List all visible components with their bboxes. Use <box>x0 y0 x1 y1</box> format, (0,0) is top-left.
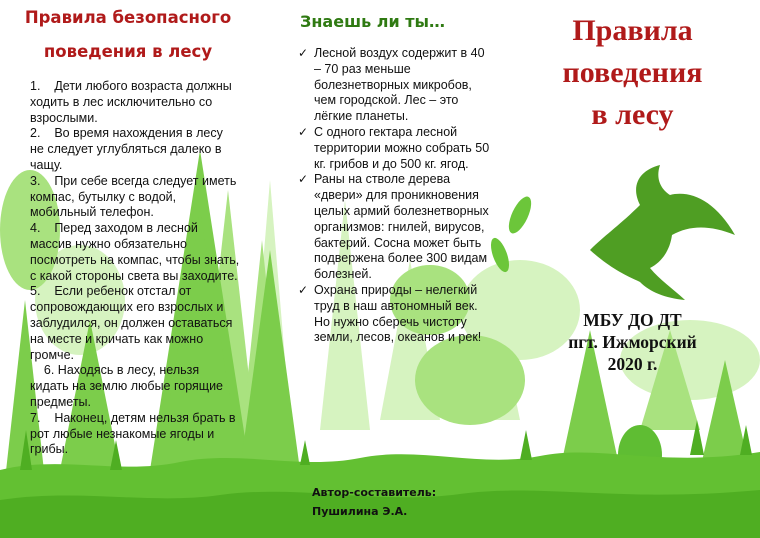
rule-item: 6. Находясь в лесу, нельзя кидать на землю любые горящие предметы. <box>30 363 224 409</box>
organization-block <box>520 309 745 375</box>
cover-title-line1: Правила <box>572 14 693 47</box>
fact-item <box>298 125 490 172</box>
checkmark-icon: ✓ <box>298 282 309 297</box>
fact-text: Раны на стволе дерева «двери» для проникновения целых армий болезнетворных организмов: гнилей, вирусов, бактерий. Сосна может быть подвержена более 300 видам болезней. <box>314 172 489 282</box>
rule-item: 2. Во время нахождения в лесу не следует углубляться далеко в чащу. <box>30 126 223 172</box>
rule-item: 5. Если ребенок отстал от сопровождающих его взрослых и заблудился, он должен оставаться на месте и кричать как можно громче. <box>30 284 233 362</box>
left-title-line2: поведения в лесу <box>43 42 213 61</box>
author-block <box>312 483 492 521</box>
author-name: Пушилина Э.А. <box>312 505 408 518</box>
org-line2: пгт. Ижморский <box>568 332 697 352</box>
cover-title <box>520 10 745 136</box>
rule-item: 7. Наконец, детям нельзя брать в рот любые незнакомые ягоды и грибы. <box>30 410 236 457</box>
cover-title-line3: в лесу <box>591 98 674 131</box>
left-title-line1: Правила безопасного <box>24 8 232 27</box>
eagle-icon <box>590 165 735 300</box>
rule-item: 4. Перед заходом в лесной массив нужно обязательно посмотреть на компас, чтобы знать, с какой стороны света вы заходите. <box>30 221 240 283</box>
checkmark-icon: ✓ <box>298 124 309 139</box>
checkmark-icon: ✓ <box>298 172 309 187</box>
safety-rules-list <box>30 79 240 458</box>
org-line1: МБУ ДО ДТ <box>583 310 682 330</box>
rule-item: 1. Дети любого возраста должны ходить в лес исключительно со взрослыми. <box>30 79 232 125</box>
fact-item <box>298 46 490 125</box>
fact-item <box>298 283 490 346</box>
fact-item <box>298 172 490 283</box>
cover-title-line2: поведения <box>562 56 703 89</box>
facts-list <box>298 46 490 346</box>
did-you-know-title: Знаешь ли ты… <box>300 12 445 31</box>
checkmark-icon: ✓ <box>298 46 309 60</box>
fact-text: Охрана природы – нелегкий труд в наш автономный век. Но нужно сберечь чистоту земли, лесов, океанов и рек! <box>314 282 482 345</box>
author-label: Автор-составитель: <box>312 486 437 499</box>
fact-text: Лесной воздух содержит в 40 – 70 раз меньше болезнетворных микробов, чем городской. Лес – это лёгкие планеты. <box>314 46 485 124</box>
fact-text: С одного гектара лесной территории можно собрать 50 кг. грибов и до 500 кг. ягод. <box>314 124 490 171</box>
rule-item: 3. При себе всегда следует иметь компас, бутылку с водой, мобильный телефон. <box>30 173 237 220</box>
org-line3: 2020 г. <box>607 354 658 374</box>
